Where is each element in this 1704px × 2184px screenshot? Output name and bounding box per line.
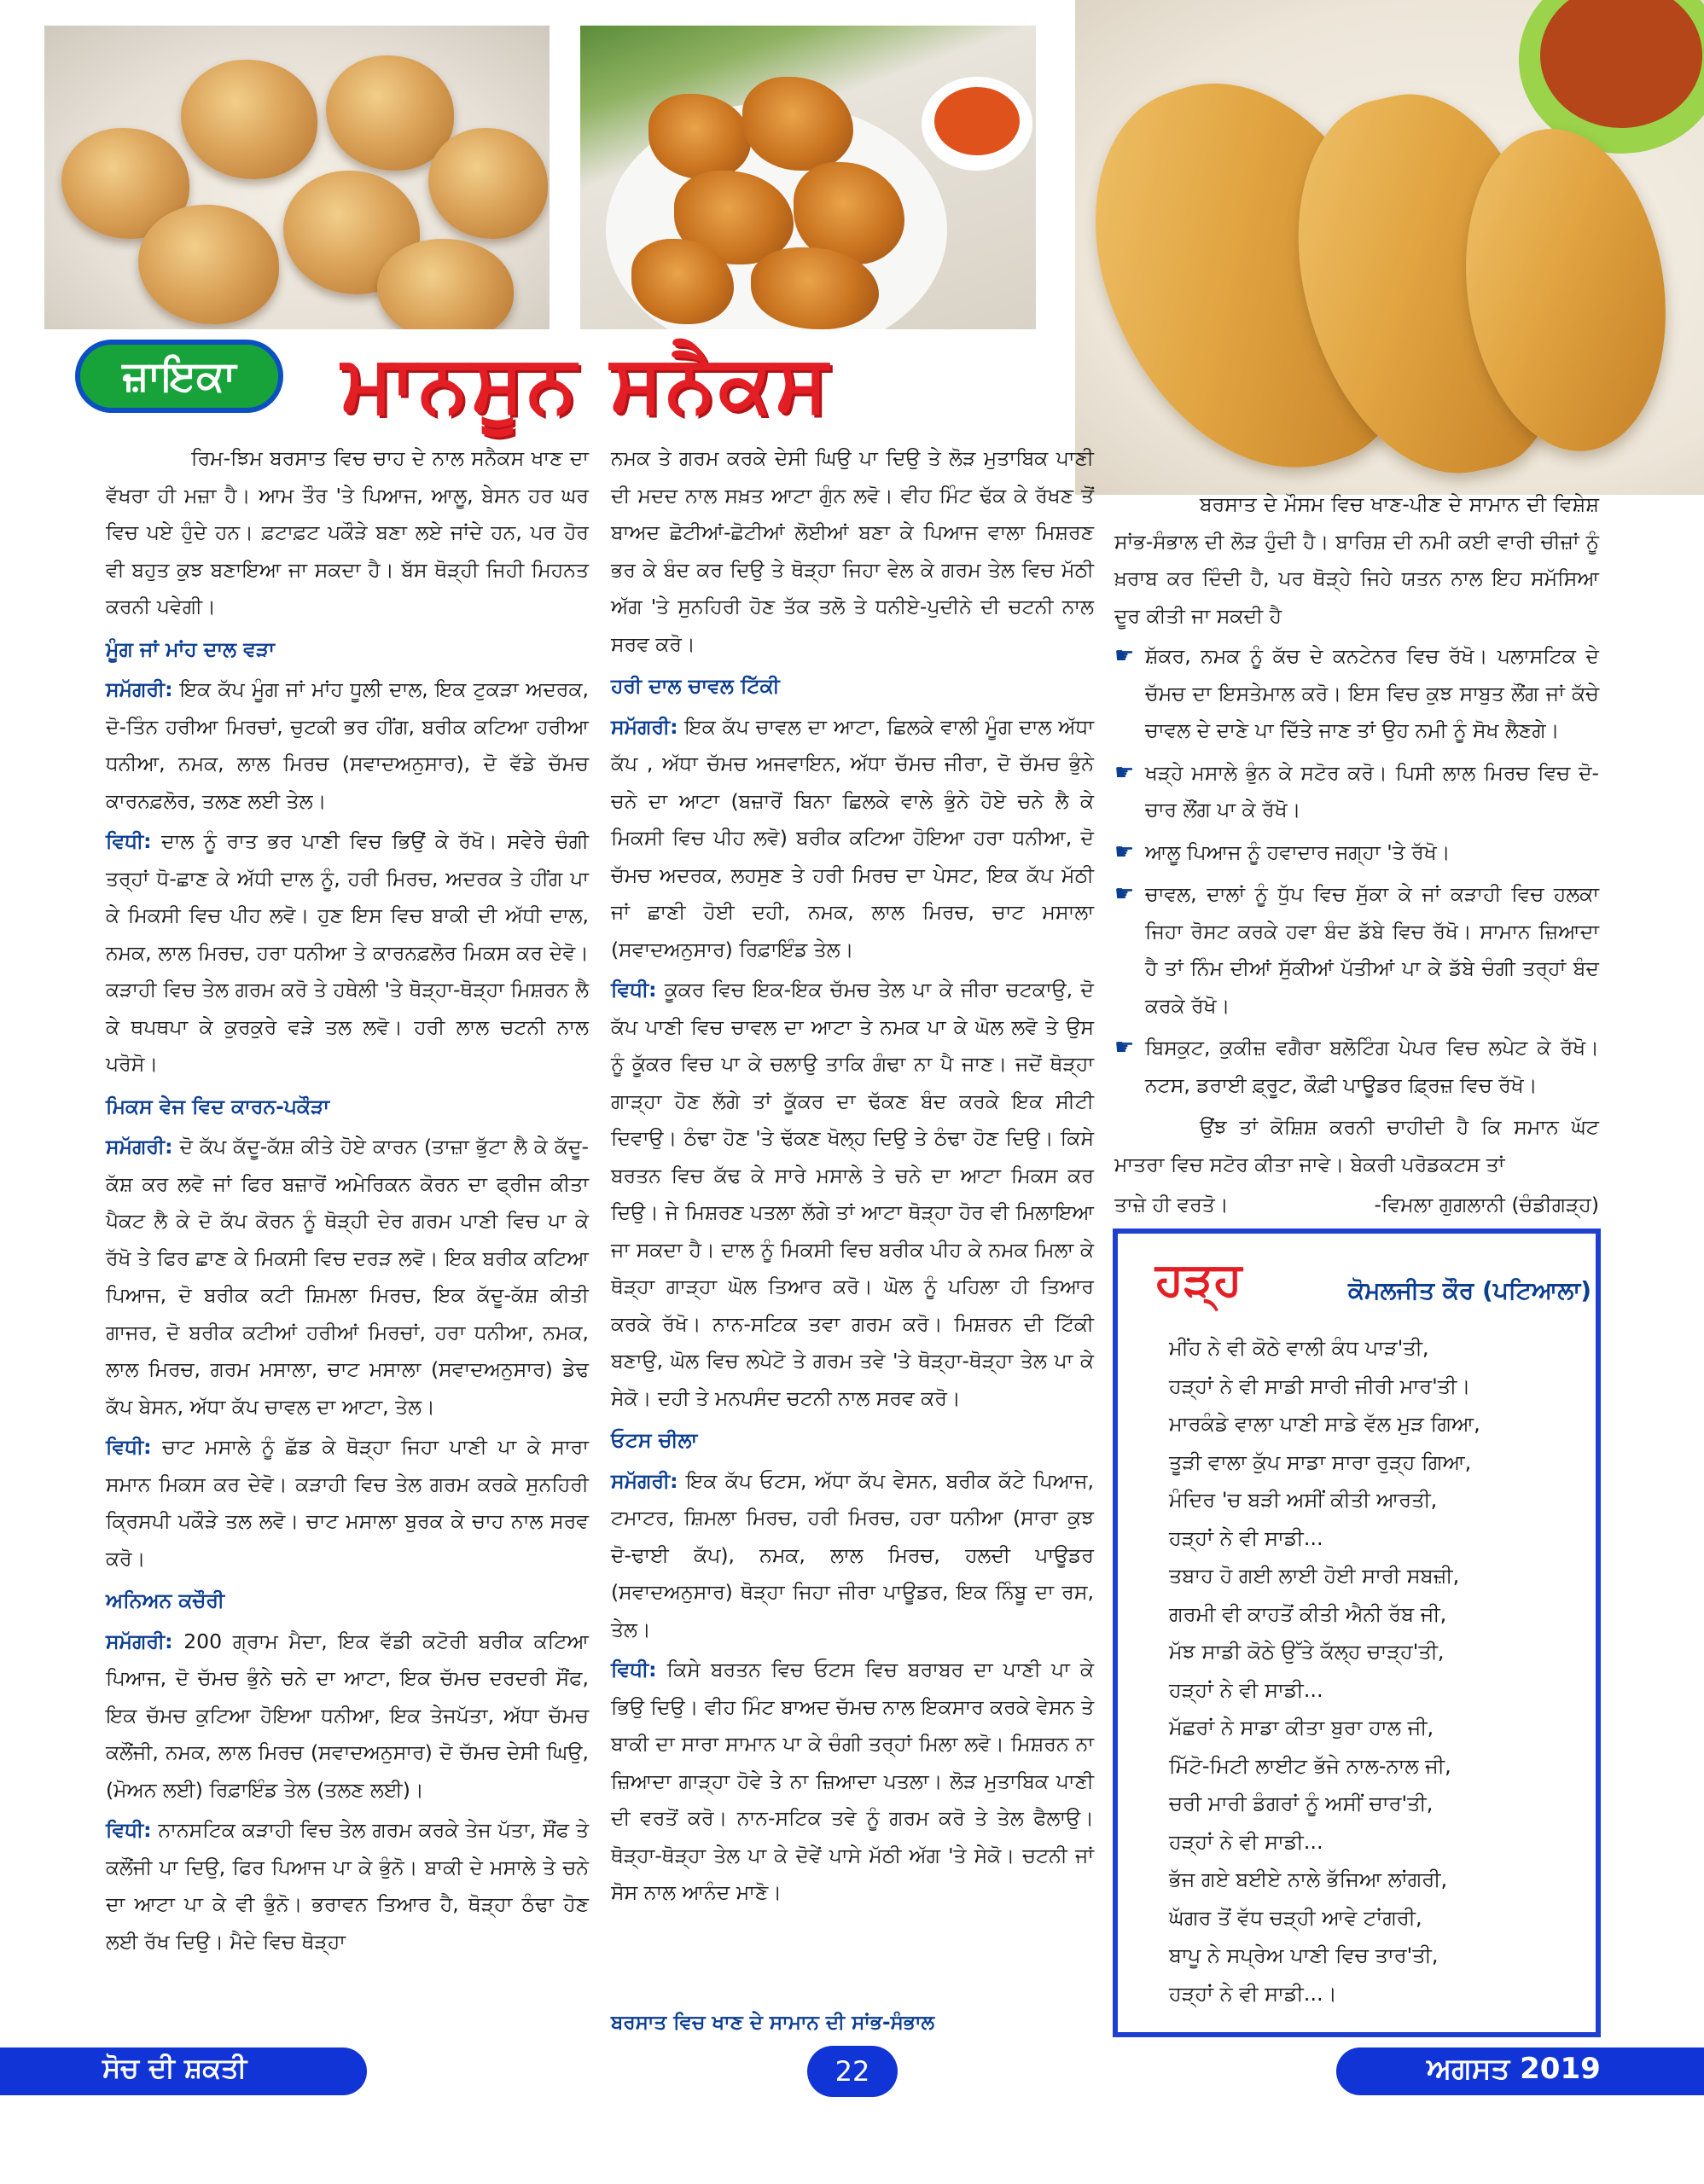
ingredients-paragraph bbox=[611, 709, 1094, 969]
method-paragraph bbox=[611, 972, 1094, 1417]
method-label: ਵਿਧੀ: bbox=[106, 1435, 152, 1459]
storage-outro: ਉਂਝ ਤਾਂ ਕੋਸ਼ਿਸ਼ ਕਰਨੀ ਚਾਹੀਦੀ ਹੈ ਕਿ ਸਮਾਨ ਘੱਟ ਮਾਤਰਾ ਵਿਚ ਸਟੋਰ ਕੀਤਾ ਜਾਵੇ। ਬੇਕਰੀ ਪਰੋਡਕਟਸ ਤਾਂ bbox=[1114, 1115, 1599, 1176]
method-label: ਵਿਧੀ: bbox=[611, 1658, 657, 1682]
tip-item bbox=[1114, 876, 1599, 1025]
ingredients-text: ਦੋ ਕੱਪ ਕੱਦੂ-ਕੱਸ਼ ਕੀਤੇ ਹੋਏ ਕਾਰਨ (ਤਾਜ਼ਾ ਭੁੱਟਾ ਲੈ ਕੇ ਕੱਦੂ-ਕੱਸ਼ ਕਰ ਲਵੋ ਜਾਂ ਫਿਰ ਬਜ਼ਾਰੋਂ ਅਮੇਰਿਕਨ ਕੋਰਨ ਦਾ ਫ੍ਰੀਜ ਕੀਤਾ ਪੈਕਟ ਲੈ ਕੇ ਦੋ ਕੱਪ ਕੋਰਨ ਨੂੰ ਥੋੜ੍ਹੀ ਦੇਰ ਗਰਮ ਪਾਣੀ ਵਿਚ ਪਾ ਕੇ ਰੱਖੋ ਤੇ ਫਿਰ ਛਾਣ ਕੇ ਮਿਕਸੀ ਵਿਚ ਦਰੜ ਲਵੋ। ਇਕ ਬਰੀਕ ਕਟਿਆ ਪਿਆਜ, ਦੋ ਬਰੀਕ ਕਟੀ ਸ਼ਿਮਲਾ ਮਿਰਚ, ਇਕ ਕੱਦੂ-ਕੱਸ਼ ਕੀਤੀ ਗਾਜਰ, ਦੋ ਬਰੀਕ ਕਟੀਆਂ ਹਰੀਆਂ ਮਿਰਚਾਂ, ਹਰਾ ਧਨੀਆ, ਨਮਕ, ਲਾਲ ਮਿਰਚ, ਗਰਮ ਮਸਾਲਾ, ਚਾਟ ਮਸਾਲਾ (ਸਵਾਦਅਨੁਸਾਰ) ਡੇਢ ਕੱਪ ਬੇਸਨ, ਅੱਧਾ ਕੱਪ ਚਾਵਲ ਦਾ ਆਟਾ, ਤੇਲ। bbox=[106, 1135, 589, 1419]
pointing-hand-icon: ☛ bbox=[1114, 643, 1135, 669]
ingredients-text: ਇਕ ਕੱਪ ਓਟਸ, ਅੱਧਾ ਕੱਪ ਵੇਸਨ, ਬਰੀਕ ਕੱਟੇ ਪਿਆਜ, ਟਮਾਟਰ, ਸ਼ਿਮਲਾ ਮਿਰਚ, ਹਰੀ ਮਿਰਚ, ਹਰਾ ਧਨੀਆ (ਸਾਰਾ ਕੁਝ ਦੋ-ਢਾਈ ਕੱਪ), ਨਮਕ, ਲਾਲ ਮਿਰਚ, ਹਲਦੀ ਪਾਊਡਰ (ਸਵਾਦਅਨੁਸਾਰ) ਥੋੜ੍ਹਾ ਜਿਹਾ ਜੀਰਾ ਪਾਊਡਰ, ਇਕ ਨਿੰਬੂ ਦਾ ਰਸ, ਤੇਲ। bbox=[611, 1468, 1094, 1641]
poem-line: ਮੱਝ ਸਾਡੀ ਕੋਠੇ ਉੱਤੇ ਕੱਲ੍ਹ ਚਾੜ੍ਹ'ਤੀ, bbox=[1169, 1640, 1445, 1664]
poem-title: ਹੜ੍ਹ bbox=[1155, 1252, 1242, 1306]
tip-item bbox=[1114, 1030, 1599, 1104]
poem-line: ਹੜ੍ਹਾਂ ਨੇ ਵੀ ਸਾਡੀ... bbox=[1169, 1677, 1323, 1702]
poem-line: ਭੱਜ ਗਏ ਬਈਏ ਨਾਲੇ ਭੱਜਿਆ ਲਾਂਗਰੀ, bbox=[1169, 1867, 1448, 1891]
recipe-title: ਮਿਕਸ ਵੇਜ ਵਿਦ ਕਾਰਨ-ਪਕੌੜਾ bbox=[106, 1094, 330, 1118]
method-text: ਕੂਕਰ ਵਿਚ ਇਕ-ਇਕ ਚੱਮਚ ਤੇਲ ਪਾ ਕੇ ਜੀਰਾ ਚਟਕਾਉ, ਦੋ ਕੱਪ ਪਾਣੀ ਵਿਚ ਚਾਵਲ ਦਾ ਆਟਾ ਤੇ ਨਮਕ ਪਾ ਕੇ ਘੋਲ ਲਵੋ ਤੇ ਉਸ ਨੂੰ ਕੂੱਕਰ ਵਿਚ ਪਾ ਕੇ ਚਲਾਉ ਤਾਕਿ ਗੰਢਾ ਨਾ ਪੈ ਜਾਣ। ਜਦੋਂ ਥੋੜ੍ਹਾ ਗਾੜ੍ਹਾ ਹੋਣ ਲੱਗੇ ਤਾਂ ਕੂੱਕਰ ਦਾ ਢੱਕਣ ਬੰਦ ਕਰਕੇ ਇਕ ਸੀਟੀ ਦਿਵਾਉ। ਠੰਢਾ ਹੋਣ 'ਤੇ ਢੱਕਣ ਖੋਲ੍ਹ ਦਿਉ ਤੇ ਠੰਢਾ ਹੋਣ ਦਿਉ। ਕਿਸੇ ਬਰਤਨ ਵਿਚ ਕੱਢ ਕੇ ਸਾਰੇ ਮਸਾਲੇ ਤੇ ਚਨੇ ਦਾ ਆਟਾ ਮਿਕਸ ਕਰ ਦਿਉ। ਜੇ ਮਿਸ਼ਰਣ ਪਤਲਾ ਲੱਗੇ ਤਾਂ ਆਟਾ ਥੋੜ੍ਹਾ ਹੋਰ ਵੀ ਮਿਲਾਇਆ ਜਾ ਸਕਦਾ ਹੈ। ਦਾਲ ਨੂੰ ਮਿਕਸੀ ਵਿਚ ਬਰੀਕ ਪੀਹ ਕੇ ਨਮਕ ਮਿਲਾ ਕੇ ਥੋੜ੍ਹਾ ਗਾੜ੍ਹਾ ਘੋਲ ਤਿਆਰ ਕਰੋ। ਘੋਲ ਨੂੰ ਪਹਿਲਾ ਹੀ ਤਿਆਰ ਕਰਕੇ ਰੱਖੋ। ਨਾਨ-ਸਟਿਕ ਤਵਾ ਗਰਮ ਕਰੋ। ਮਿਸ਼ਰਨ ਦੀ ਟਿੱਕੀ ਬਣਾਉ, ਘੋਲ ਵਿਚ ਲਪੇਟੋ ਤੇ ਗਰਮ ਤਵੇ 'ਤੇ ਥੋੜ੍ਹਾ-ਥੋੜ੍ਹਾ ਤੇਲ ਪਾ ਕੇ ਸੇਕੋ। ਦਹੀ ਤੇ ਮਨਪਸੰਦ ਚਟਨੀ ਨਾਲ ਸਰਵ ਕਰੋ। bbox=[611, 978, 1094, 1410]
page-number: 22 bbox=[807, 2046, 898, 2097]
ingredients-paragraph bbox=[106, 1129, 589, 1426]
pakora-photo bbox=[580, 26, 1036, 329]
article-title: ਮਾਨਸੂਨ ਸਨੈਕਸ bbox=[341, 338, 831, 429]
recipe-title: ਅਨਿਅਨ ਕਚੌਰੀ bbox=[106, 1589, 225, 1612]
column-3 bbox=[1114, 486, 1599, 1224]
poem-line: ਤਬਾਹ ਹੋ ਗਈ ਲਾਈ ਹੋਈ ਸਾਰੀ ਸਬਜ਼ੀ, bbox=[1169, 1564, 1460, 1588]
poem-author: ਕੋਮਲਜੀਤ ਕੌਰ (ਪਟਿਆਲਾ) bbox=[1348, 1276, 1592, 1304]
ingredients-label: ਸਮੱਗਰੀ: bbox=[106, 1135, 173, 1159]
method-label: ਵਿਧੀ: bbox=[106, 829, 152, 853]
ingredients-label: ਸਮੱਗਰੀ: bbox=[106, 1629, 173, 1653]
tip-item bbox=[1114, 755, 1599, 829]
method-text: ਨਾਨਸਟਿਕ ਕੜਾਹੀ ਵਿਚ ਤੇਲ ਗਰਮ ਕਰਕੇ ਤੇਜ ਪੱਤਾ, ਸੌਂਫ ਤੇ ਕਲੌਂਜੀ ਪਾ ਦਿਉ, ਫਿਰ ਪਿਆਜ ਪਾ ਕੇ ਭੁੰਨੋ। ਬਾਕੀ ਦੇ ਮਸਾਲੇ ਤੇ ਚਨੇ ਦਾ ਆਟਾ ਪਾ ਕੇ ਵੀ ਭੁੰਨੋ। ਭਰਾਵਨ ਤਿਆਰ ਹੈ, ਥੋੜ੍ਹਾ ਠੰਢਾ ਹੋਣ ਲਈ ਰੱਖ ਦਿਉ। ਮੈਦੇ ਵਿਚ ਥੋੜ੍ਹਾ bbox=[106, 1818, 589, 1954]
poem-line: ਮਿੱਟੋ-ਮਿਟੀ ਲਾਈਟ ਭੱਜੇ ਨਾਲ-ਨਾਲ ਜੀ, bbox=[1169, 1753, 1451, 1778]
continued-paragraph: ਨਮਕ ਤੇ ਗਰਮ ਕਰਕੇ ਦੇਸੀ ਘਿਉ ਪਾ ਦਿਉ ਤੇ ਲੋੜ ਮੁਤਾਬਿਕ ਪਾਣੀ ਦੀ ਮਦਦ ਨਾਲ ਸਖ਼ਤ ਆਟਾ ਗੁੰਨ ਲਵੋ। ਵੀਹ ਮਿੰਟ ਢੱਕ ਕੇ ਰੱਖਣ ਤੋਂ ਬਾਅਦ ਛੋਟੀਆਂ-ਛੋਟੀਆਂ ਲੋਈਆਂ ਬਣਾ ਕੇ ਪਿਆਜ ਵਾਲਾ ਮਿਸ਼ਰਣ ਭਰ ਕੇ ਬੰਦ ਕਰ ਦਿਉ ਤੇ ਥੋੜ੍ਹਾ ਜਿਹਾ ਵੇਲ ਕੇ ਗਰਮ ਤੇਲ ਵਿਚ ਮੱਠੀ ਅੱਗ 'ਤੇ ਸੁਨਹਿਰੀ ਹੋਣ ਤੱਕ ਤਲੋ ਤੇ ਧਨੀਏ-ਪੁਦੀਨੇ ਦੀ ਚਟਨੀ ਨਾਲ ਸਰਵ ਕਰੋ। bbox=[611, 446, 1094, 656]
poem-line: ਮੰਦਿਰ 'ਚ ਬੜੀ ਅਸੀਂ ਕੀਤੀ ਆਰਤੀ, bbox=[1169, 1488, 1438, 1512]
poem-line: ਗਰਮੀ ਵੀ ਕਾਹਤੋਂ ਕੀਤੀ ਐਨੀ ਰੱਬ ਜੀ, bbox=[1169, 1601, 1447, 1626]
signature-line bbox=[1114, 1187, 1599, 1224]
section-tag: ਜ਼ਾਇਕਾ bbox=[75, 340, 283, 413]
poem-box bbox=[1113, 1228, 1601, 2037]
pointing-hand-icon: ☛ bbox=[1114, 839, 1135, 865]
method-text: ਦਾਲ ਨੂੰ ਰਾਤ ਭਰ ਪਾਣੀ ਵਿਚ ਭਿਉਂ ਕੇ ਰੱਖੋ। ਸਵੇਰੇ ਚੰਗੀ ਤਰ੍ਹਾਂ ਧੋ-ਛਾਣ ਕੇ ਅੱਧੀ ਦਾਲ ਨੂੰ, ਹਰੀ ਮਿਰਚ, ਅਦਰਕ ਤੇ ਹੀਂਗ ਪਾ ਕੇ ਮਿਕਸੀ ਵਿਚ ਪੀਹ ਲਵੋ। ਹੁਣ ਇਸ ਵਿਚ ਬਾਕੀ ਦੀ ਅੱਧੀ ਦਾਲ, ਨਮਕ, ਲਾਲ ਮਿਰਚ, ਹਰਾ ਧਨੀਆ ਤੇ ਕਾਰਨਫ਼ਲੋਰ ਮਿਕਸ ਕਰ ਦੇਵੋ। ਕੜਾਹੀ ਵਿਚ ਤੇਲ ਗਰਮ ਕਰੋ ਤੇ ਹਥੇਲੀ 'ਤੇ ਥੋੜ੍ਹਾ-ਥੋੜ੍ਹਾ ਮਿਸ਼ਰਨ ਲੈ ਕੇ ਥਪਥਪਾ ਕੇ ਕੁਰਕੁਰੇ ਵੜੇ ਤਲ ਲਵੋ। ਹਰੀ ਲਾਲ ਚਟਨੀ ਨਾਲ ਪਰੋਸੋ। bbox=[106, 829, 589, 1076]
method-paragraph bbox=[106, 1812, 589, 1960]
recipe-title: ਹਰੀ ਦਾਲ ਚਾਵਲ ਟਿੱਕੀ bbox=[611, 674, 780, 698]
recipe-title: ਮੂੰਗ ਜਾਂ ਮਾਂਹ ਦਾਲ ਵੜਾ bbox=[106, 636, 276, 661]
storage-outro-end: ਤਾਜ਼ੇ ਹੀ ਵਰਤੋ। bbox=[1114, 1193, 1229, 1217]
column-1 bbox=[106, 440, 589, 1964]
dosa-photo bbox=[1075, 0, 1704, 495]
issue-date: ਅਗਸਤ 2019 bbox=[1427, 2052, 1601, 2086]
ingredients-label: ਸਮੱਗਰੀ: bbox=[611, 714, 678, 739]
pointing-hand-icon: ☛ bbox=[1114, 1035, 1135, 1060]
ingredients-text: ਇਕ ਕੱਪ ਚਾਵਲ ਦਾ ਆਟਾ, ਛਿਲਕੇ ਵਾਲੀ ਮੂੰਗ ਦਾਲ ਅੱਧਾ ਕੱਪ , ਅੱਧਾ ਚੱਮਚ ਅਜਵਾਇਨ, ਅੱਧਾ ਚੱਮਚ ਜੀਰਾ, ਦੋ ਚੱਮਚ ਭੁੰਨੇ ਚਨੇ ਦਾ ਆਟਾ (ਬਜ਼ਾਰੋਂ ਬਿਨਾ ਛਿਲਕੇ ਵਾਲੇ ਭੁੰਨੇ ਹੋਏ ਚਨੇ ਲੈ ਕੇ ਮਿਕਸੀ ਵਿਚ ਪੀਹ ਲਵੋ) ਬਰੀਕ ਕਟਿਆ ਹੋਇਆ ਹਰਾ ਧਨੀਆ, ਦੋ ਚੱਮਚ ਅਦਰਕ, ਲਹਸੁਣ ਤੇ ਹਰੀ ਮਿਰਚ ਦਾ ਪੇਸਟ, ਇਕ ਕੱਪ ਮੱਠੀ ਜਾਂ ਛਾਣੀ ਹੋਈ ਦਹੀ, ਨਮਕ, ਲਾਲ ਮਿਰਚ, ਚਾਟ ਮਸਾਲਾ (ਸਵਾਦਅਨੁਸਾਰ) ਰਿਫ਼ਾਇੰਡ ਤੇਲ। bbox=[611, 714, 1094, 961]
ingredients-paragraph bbox=[106, 1623, 589, 1809]
method-paragraph bbox=[106, 823, 589, 1083]
poem-line: ਹੜ੍ਹਾਂ ਨੇ ਵੀ ਸਾਡੀ... bbox=[1169, 1829, 1323, 1854]
ingredients-label: ਸਮੱਗਰੀ: bbox=[106, 677, 173, 701]
tip-text: ਆਲੂ ਪਿਆਜ ਨੂੰ ਹਵਾਦਾਰ ਜਗ੍ਹਾ 'ਤੇ ਰੱਖੋ। bbox=[1145, 839, 1451, 864]
poem-line: ਹੜ੍ਹਾਂ ਨੇ ਵੀ ਸਾਡੀ... bbox=[1169, 1525, 1323, 1550]
method-text: ਚਾਟ ਮਸਾਲੇ ਨੂੰ ਛੱਡ ਕੇ ਥੋੜ੍ਹਾ ਜਿਹਾ ਪਾਣੀ ਪਾ ਕੇ ਸਾਰਾ ਸਮਾਨ ਮਿਕਸ ਕਰ ਦੇਵੋ। ਕੜਾਹੀ ਵਿਚ ਤੇਲ ਗਰਮ ਕਰਕੇ ਸੁਨਹਿਰੀ ਕ੍ਰਿਸਪੀ ਪਕੌੜੇ ਤਲ ਲਵੋ। ਚਾਟ ਮਸਾਲਾ ਬੁਰਕ ਕੇ ਚਾਹ ਨਾਲ ਸਰਵ ਕਰੋ। bbox=[106, 1435, 589, 1571]
poem-line: ਤੂੜੀ ਵਾਲਾ ਕੁੱਪ ਸਾਡਾ ਸਾਰਾ ਰੁੜ੍ਹ ਗਿਆ, bbox=[1169, 1449, 1472, 1474]
method-text: ਕਿਸੇ ਬਰਤਨ ਵਿਚ ਓਟਸ ਵਿਚ ਬਰਾਬਰ ਦਾ ਪਾਣੀ ਪਾ ਕੇ ਭਿਉ ਦਿਉ। ਵੀਹ ਮਿੰਟ ਬਾਅਦ ਚੱਮਚ ਨਾਲ ਇਕਸਾਰ ਕਰਕੇ ਵੇਸਨ ਤੇ ਬਾਕੀ ਦਾ ਸਾਰਾ ਸਾਮਾਨ ਪਾ ਕੇ ਚੰਗੀ ਤਰ੍ਹਾਂ ਮਿਲਾ ਲਵੋ। ਮਿਸ਼ਰਨ ਨਾ ਜ਼ਿਆਦਾ ਗਾੜ੍ਹਾ ਹੋਵੇ ਤੇ ਨਾ ਜ਼ਿਆਦਾ ਪਤਲਾ। ਲੋੜ ਮੁਤਾਬਿਕ ਪਾਣੀ ਦੀ ਵਰਤੋਂ ਕਰੋ। ਨਾਨ-ਸਟਿਕ ਤਵੇ ਨੂੰ ਗਰਮ ਕਰੋ ਤੇ ਤੇਲ ਫੈਲਾਉ। ਥੋੜ੍ਹਾ-ਥੋੜ੍ਹਾ ਤੇਲ ਪਾ ਕੇ ਦੋਵੇਂ ਪਾਸੇ ਮੱਠੀ ਅੱਗ 'ਤੇ ਸੇਕੋ। ਚਟਨੀ ਜਾਂ ਸੋਸ ਨਾਲ ਆਨੰਦ ਮਾਣੋ। bbox=[611, 1658, 1094, 1904]
ingredients-paragraph bbox=[611, 1463, 1094, 1649]
poem-line: ਘੱਗਰ ਤੋਂ ਵੱਧ ਚੜ੍ਹੀ ਆਵੇ ਟਾਂਗਰੀ, bbox=[1169, 1905, 1422, 1930]
poem-line: ਬਾਪੂ ਨੇ ਸਪ੍ਰੇਅ ਪਾਣੀ ਵਿਚ ਤਾਰ'ਤੀ, bbox=[1169, 1943, 1439, 1967]
ingredients-label: ਸਮੱਗਰੀ: bbox=[611, 1468, 678, 1493]
pointing-hand-icon: ☛ bbox=[1114, 759, 1135, 786]
magazine-name: ਸੋਚ ਦੀ ਸ਼ਕਤੀ bbox=[102, 2052, 247, 2084]
tip-text: ਸ਼ੱਕਰ, ਨਮਕ ਨੂੰ ਕੱਚ ਦੇ ਕਨਟੇਨਰ ਵਿਚ ਰੱਖੋ। ਪਲਾਸਟਿਕ ਦੇ ਚੱਮਚ ਦਾ ਇਸਤੇਮਾਲ ਕਰੋ। ਇਸ ਵਿਚ ਕੁਝ ਸਾਬੁਤ ਲੌਂਗ ਜਾਂ ਕੱਚੇ ਚਾਵਲ ਦੇ ਦਾਣੇ ਪਾ ਦਿੱਤੇ ਜਾਣ ਤਾਂ ਉਹ ਨਮੀ ਨੂੰ ਸੋਖ ਲੈਣਗੇ। bbox=[1145, 644, 1599, 742]
poem-line: ਮੱਛਰਾਂ ਨੇ ਸਾਡਾ ਕੀਤਾ ਬੁਰਾ ਹਾਲ ਜੀ, bbox=[1169, 1716, 1434, 1740]
tip-text: ਖੜ੍ਹੇ ਮਸਾਲੇ ਭੁੰਨ ਕੇ ਸਟੋਰ ਕਰੋ। ਪਿਸੀ ਲਾਲ ਮਿਰਚ ਵਿਚ ਦੋ-ਚਾਰ ਲੌਂਗ ਪਾ ਕੇ ਰੱਖੋ। bbox=[1145, 760, 1599, 822]
method-label: ਵਿਧੀ: bbox=[611, 978, 657, 1002]
tip-text: ਬਿਸਕੁਟ, ਕੁਕੀਜ਼ ਵਗੈਰਾ ਬਲੋਟਿੰਗ ਪੇਪਰ ਵਿਚ ਲਪੇਟ ਕੇ ਰੱਖੋ। ਨਟਸ, ਡਰਾਈ ਫ਼੍ਰੂਟ, ਕੌਫ਼ੀ ਪਾਊਡਰ ਫ਼੍ਰਿਜ਼ ਵਿਚ ਰੱਖੋ। bbox=[1145, 1036, 1599, 1097]
kachori-photo bbox=[44, 26, 550, 329]
method-label: ਵਿਧੀ: bbox=[106, 1818, 152, 1842]
poem-line: ਮੀਂਹ ਨੇ ਵੀ ਕੋਠੇ ਵਾਲੀ ਕੰਧ ਪਾੜ'ਤੀ, bbox=[1169, 1336, 1429, 1360]
ingredients-paragraph bbox=[106, 671, 589, 820]
intro-paragraph: ਰਿਮ-ਝਿਮ ਬਰਸਾਤ ਵਿਚ ਚਾਹ ਦੇ ਨਾਲ ਸਨੈਕਸ ਖਾਣ ਦਾ ਵੱਖਰਾ ਹੀ ਮਜ਼ਾ ਹੈ। ਆਮ ਤੌਰ 'ਤੇ ਪਿਆਜ, ਆਲੂ, ਬੇਸਨ ਹਰ ਘਰ ਵਿਚ ਪਏ ਹੁੰਦੇ ਹਨ। ਫ਼ਟਾਫ਼ਟ ਪਕੌੜੇ ਬਣਾ ਲਏ ਜਾਂਦੇ ਹਨ, ਪਰ ਹੋਰ ਵੀ ਬਹੁਤ ਕੁਝ ਬਣਾਇਆ ਜਾ ਸਕਦਾ ਹੈ। ਬੱਸ ਥੋੜ੍ਹੀ ਜਿਹੀ ਮਿਹਨਤ ਕਰਨੀ ਪਵੇਗੀ। bbox=[106, 446, 589, 619]
author-signature: -ਵਿਮਲਾ ਗੁਗਲਾਨੀ (ਚੰਡੀਗੜ੍ਹ) bbox=[1374, 1193, 1599, 1217]
poem-lines bbox=[1169, 1329, 1579, 2013]
method-paragraph bbox=[611, 1652, 1094, 1912]
storage-section-heading: ਬਰਸਾਤ ਵਿਚ ਖਾਣ ਦੇ ਸਾਮਾਨ ਦੀ ਸਾਂਭ-ਸੰਭਾਲ bbox=[611, 2012, 935, 2034]
pointing-hand-icon: ☛ bbox=[1114, 881, 1135, 907]
tip-text: ਚਾਵਲ, ਦਾਲਾਂ ਨੂੰ ਧੁੱਪ ਵਿਚ ਸੁੱਕਾ ਕੇ ਜਾਂ ਕੜਾਹੀ ਵਿਚ ਹਲਕਾ ਜਿਹਾ ਰੋਸਟ ਕਰਕੇ ਹਵਾ ਬੰਦ ਡੱਬੇ ਵਿਚ ਰੱਖੋ। ਸਾਮਾਨ ਜ਼ਿਆਦਾ ਹੈ ਤਾਂ ਨਿੰਮ ਦੀਆਂ ਸੁੱਕੀਆਂ ਪੱਤੀਆਂ ਪਾ ਕੇ ਡੱਬੇ ਚੰਗੀ ਤਰ੍ਹਾਂ ਬੰਦ ਕਰਕੇ ਰੱਖੋ। bbox=[1145, 882, 1599, 1018]
storage-intro: ਬਰਸਾਤ ਦੇ ਮੌਸਮ ਵਿਚ ਖਾਣ-ਪੀਣ ਦੇ ਸਾਮਾਨ ਦੀ ਵਿਸ਼ੇਸ਼ ਸਾਂਭ-ਸੰਭਾਲ ਦੀ ਲੋੜ ਹੁੰਦੀ ਹੈ। ਬਾਰਿਸ਼ ਦੀ ਨਮੀ ਕਈ ਵਾਰੀ ਚੀਜ਼ਾਂ ਨੂੰ ਖ਼ਰਾਬ ਕਰ ਦਿੰਦੀ ਹੈ, ਪਰ ਥੋੜ੍ਹੇ ਜਿਹੇ ਯਤਨ ਨਾਲ ਇਹ ਸਮੱਸਿਆ ਦੂਰ ਕੀਤੀ ਜਾ ਸਕਦੀ ਹੈ bbox=[1114, 492, 1599, 628]
poem-line: ਹੜ੍ਹਾਂ ਨੇ ਵੀ ਸਾਡੀ ਸਾਰੀ ਜੀਰੀ ਮਾਰ'ਤੀ। bbox=[1169, 1374, 1471, 1398]
ingredients-text: ਇਕ ਕੱਪ ਮੂੰਗ ਜਾਂ ਮਾਂਹ ਧੂਲੀ ਦਾਲ, ਇਕ ਟੁਕੜਾ ਅਦਰਕ, ਦੋ-ਤਿੰਨ ਹਰੀਆ ਮਿਰਚਾਂ, ਚੁਟਕੀ ਭਰ ਹੀਂਗ, ਬਰੀਕ ਕਟਿਆ ਹਰੀਆ ਧਨੀਆ, ਨਮਕ, ਲਾਲ ਮਿਰਚ (ਸਵਾਦਅਨੁਸਾਰ), ਦੋ ਵੱਡੇ ਚੱਮਚ ਕਾਰਨਫ਼ਲੋਰ, ਤਲਣ ਲਈ ਤੇਲ। bbox=[106, 677, 589, 813]
ingredients-text: 200 ਗ੍ਰਾਮ ਮੈਦਾ, ਇਕ ਵੱਡੀ ਕਟੋਰੀ ਬਰੀਕ ਕਟਿਆ ਪਿਆਜ, ਦੋ ਚੱਮਚ ਭੁੰਨੇ ਚਨੇ ਦਾ ਆਟਾ, ਇਕ ਚੱਮਚ ਦਰਦਰੀ ਸੌਂਫ, ਇਕ ਚੱਮਚ ਕੁਟਿਆ ਹੋਇਆ ਧਨੀਆ, ਇਕ ਤੇਜਪੱਤਾ, ਅੱਧਾ ਚੱਮਚ ਕਲੌਂਜੀ, ਨਮਕ, ਲਾਲ ਮਿਰਚ (ਸਵਾਦਅਨੁਸਾਰ) ਦੋ ਚੱਮਚ ਦੇਸੀ ਘਿਉ, (ਮੋਅਨ ਲਈ) ਰਿਫ਼ਾਇੰਡ ਤੇਲ (ਤਲਣ ਲਈ)। bbox=[106, 1629, 589, 1802]
recipe-title: ਓਟਸ ਚੀਲਾ bbox=[611, 1428, 698, 1452]
tip-item bbox=[1114, 834, 1599, 872]
poem-line: ਚਰੀ ਮਾਰੀ ਡੰਗਰਾਂ ਨੂੰ ਅਸੀਂ ਚਾਰ'ਤੀ, bbox=[1169, 1792, 1434, 1815]
poem-line: ਮਾਰਕੰਡੇ ਵਾਲਾ ਪਾਣੀ ਸਾਡੇ ਵੱਲ ਮੁੜ ਗਿਆ, bbox=[1169, 1412, 1480, 1436]
method-paragraph bbox=[106, 1429, 589, 1577]
tip-item bbox=[1114, 638, 1599, 750]
column-2 bbox=[611, 440, 1094, 1915]
poem-line: ਹੜ੍ਹਾਂ ਨੇ ਵੀ ਸਾਡੀ...। bbox=[1169, 1981, 1337, 2006]
